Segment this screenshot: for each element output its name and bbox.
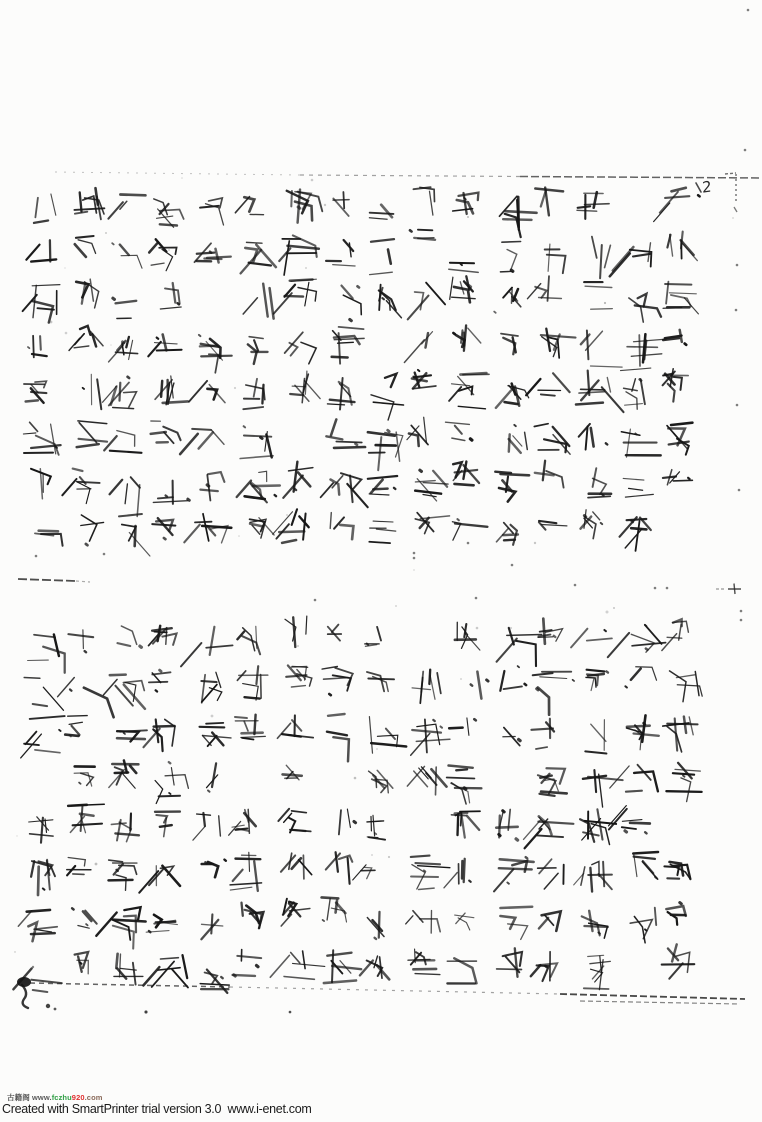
site-watermark-segment: 920 bbox=[71, 1093, 85, 1102]
page-number: 2 bbox=[701, 177, 712, 197]
site-watermark-segment: fczhu bbox=[51, 1093, 72, 1102]
site-watermark-segment: 古籍阁 bbox=[7, 1093, 30, 1102]
printer-watermark: Created with SmartPrinter trial version 3.0 www.i-enet.com bbox=[2, 1102, 312, 1116]
site-watermark-segment: www. bbox=[29, 1093, 52, 1102]
site-watermark-segment: .com bbox=[84, 1093, 103, 1102]
